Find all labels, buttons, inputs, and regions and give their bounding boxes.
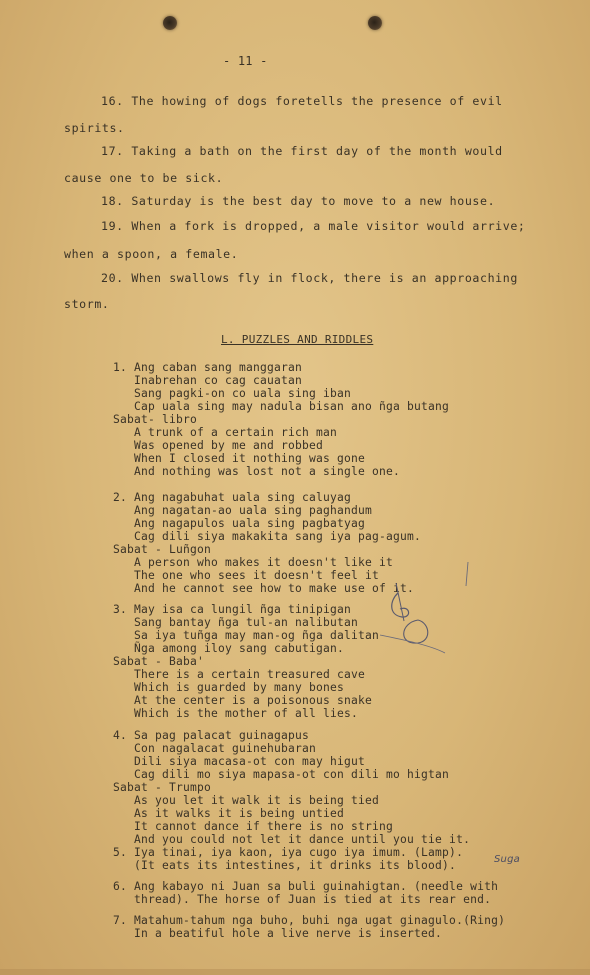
- riddle-1-line: A trunk of a certain rich man: [113, 426, 338, 439]
- riddle-7-line: 7. Matahum-tahum nga buho, buhi nga ugat ginagulo.(Ring): [113, 914, 506, 927]
- riddle-6-line: thread). The horse of Juan is tied at its rear end.: [113, 893, 492, 906]
- riddle-4-line: It cannot dance if there is no string: [113, 820, 394, 833]
- riddle-2-line: Ang nagatan-ao uala sing paghandum: [113, 504, 373, 517]
- riddle-4-line: As it walks it is being untied: [113, 807, 345, 820]
- riddle-4-line: Con nagalacat guinehubaran: [113, 742, 317, 755]
- section-heading: L. PUZZLES AND RIDDLES: [221, 333, 374, 346]
- superstition-20-line2: storm.: [64, 297, 110, 311]
- riddle-3-line: Which is the mother of all lies.: [113, 707, 359, 720]
- riddle-1-line: 1. Ang caban sang manggaran: [113, 361, 303, 374]
- superstition-19-line2: when a spoon, a female.: [64, 247, 239, 261]
- riddle-1-line: Sang pagki-on co uala sing iban: [113, 387, 352, 400]
- riddle-7-line: In a beatiful hole a live nerve is inserted.: [113, 927, 443, 940]
- superstition-18-line1: 18. Saturday is the best day to move to a new house.: [101, 194, 496, 208]
- riddle-1-line: Cap uala sing may nadula bisan ano ñga butang: [113, 400, 450, 413]
- riddle-3-line: Ñga among iloy sang cabutigan.: [113, 642, 345, 655]
- riddle-2-line: Cag dili siya makakita sang iya pag-agum.: [113, 530, 422, 543]
- superstition-17-line2: cause one to be sick.: [64, 171, 224, 185]
- page-bottom-edge: [0, 969, 590, 975]
- page-number: - 11 -: [223, 54, 268, 68]
- riddle-3-line: At the center is a poisonous snake: [113, 694, 373, 707]
- riddle-2-line: 2. Ang nagabuhat uala sing caluyag: [113, 491, 352, 504]
- riddle-3-line: Sang bantay ñga tul-an nalibutan: [113, 616, 359, 629]
- riddle-2-line: And he cannot see how to make use of it.: [113, 582, 415, 595]
- riddle-5-line: (It eats its intestines, it drinks its blood).: [113, 859, 457, 872]
- riddle-4-line: 4. Sa pag palacat guinagapus: [113, 729, 310, 742]
- riddle-4-line: Cag dili mo siya mapasa-ot con dili mo higtan: [113, 768, 450, 781]
- riddle-1-line: And nothing was lost not a single one.: [113, 465, 401, 478]
- handwritten-note: Suga: [494, 854, 520, 865]
- superstition-20-line1: 20. When swallows fly in flock, there is an approaching: [101, 271, 518, 285]
- superstition-16-line1: 16. The howing of dogs foretells the presence of evil: [101, 94, 503, 108]
- riddle-3-answer: Sabat - Baba': [113, 655, 205, 668]
- riddle-1-line: When I closed it nothing was gone: [113, 452, 366, 465]
- riddle-2-line: The one who sees it doesn't feel it: [113, 569, 380, 582]
- riddle-3-line: 3. May isa ca lungil ñga tinipigan: [113, 603, 352, 616]
- riddle-1-answer: Sabat- libro: [113, 413, 198, 426]
- riddle-2-line: Ang nagapulos uala sing pagbatyag: [113, 517, 366, 530]
- riddle-1-line: Was opened by me and robbed: [113, 439, 324, 452]
- riddle-3-line: Which is guarded by many bones: [113, 681, 345, 694]
- superstition-19-line1: 19. When a fork is dropped, a male visitor would arrive;: [101, 219, 526, 233]
- riddle-4-line: Dili siya macasa-ot con may higut: [113, 755, 366, 768]
- superstition-16-line2: spirits.: [64, 121, 125, 135]
- riddle-4-line: As you let it walk it is being tied: [113, 794, 380, 807]
- punch-hole-left: [163, 16, 177, 30]
- punch-hole-right: [368, 16, 382, 30]
- riddle-2-line: A person who makes it doesn't like it: [113, 556, 394, 569]
- superstition-17-line1: 17. Taking a bath on the first day of the month would: [101, 144, 503, 158]
- riddle-1-line: Inabrehan co cag cauatan: [113, 374, 303, 387]
- riddle-6-line: 6. Ang kabayo ni Juan sa buli guinahigtan. (needle with: [113, 880, 499, 893]
- riddle-3-line: There is a certain treasured cave: [113, 668, 366, 681]
- riddle-5-line: 5. Iya tinai, iya kaon, iya cugo iya imum. (Lamp).: [113, 846, 464, 859]
- riddle-3-line: Sa iya tuñga may man-og ñga dalitan: [113, 629, 380, 642]
- pencil-tick-mark: [462, 560, 472, 590]
- riddle-4-line: And you could not let it dance until you tie it.: [113, 833, 471, 846]
- riddle-4-answer: Sabat - Trumpo: [113, 781, 212, 794]
- riddle-2-answer: Sabat - Luñgon: [113, 543, 212, 556]
